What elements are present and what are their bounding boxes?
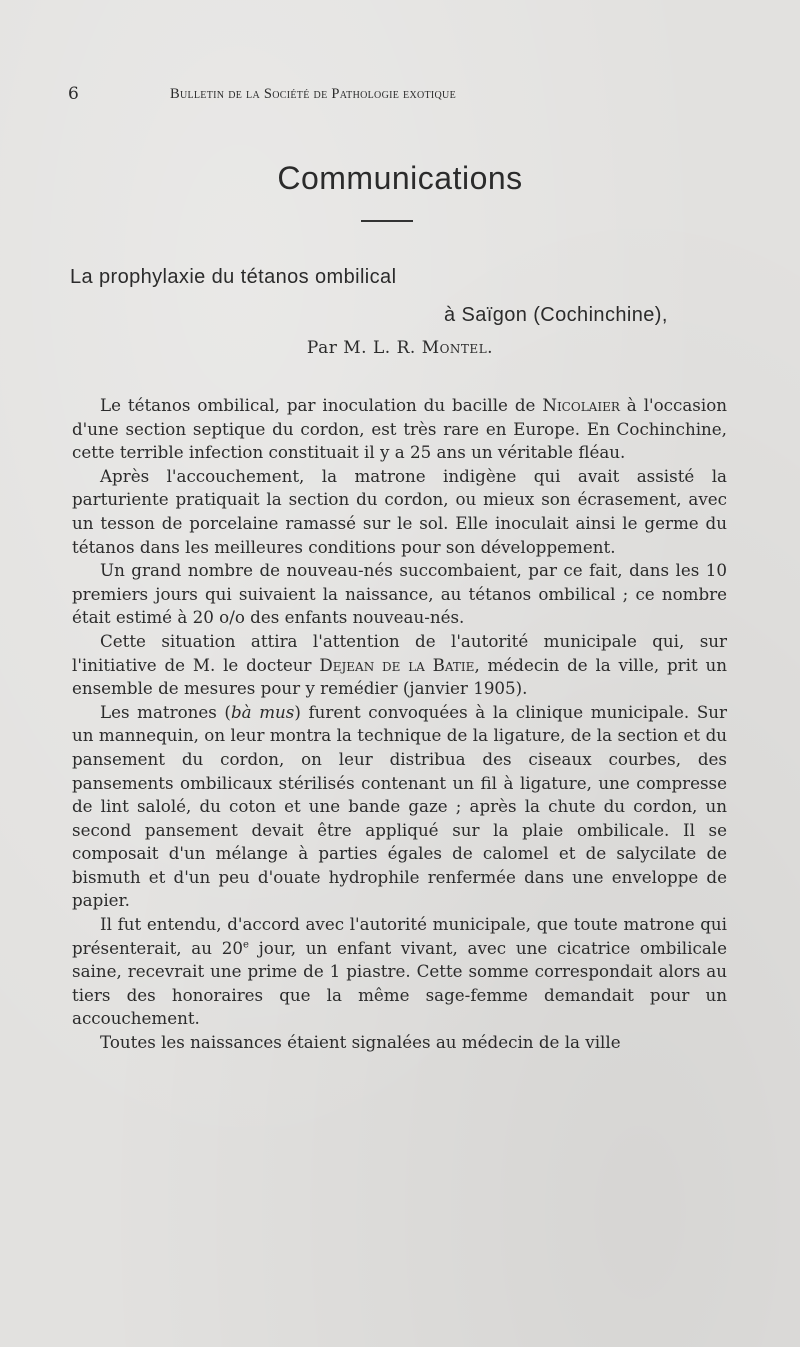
paragraph-6-text-a: Il fut entendu, d'accord avec l'autorité municipale, que toute matrone qui présenterait, au 20 — [72, 914, 727, 958]
byline-author: Montel. — [421, 338, 494, 358]
article-title-line-2: à Saïgon (Cochinchine), — [444, 304, 668, 326]
byline — [0, 338, 800, 358]
paragraph-5 — [72, 701, 727, 913]
paragraph-2: Après l'accouchement, la matrone indigène qui avait assisté la parturiente pratiquait la section du cordon, ou mieux son écrasement, avec un tesson de porcelaine ramassé sur le sol. Elle inoculait ainsi le germe du tétanos dans les meilleures conditions pour son développement. — [72, 465, 727, 557]
paragraph-1-text-a: Le tétanos ombilical, par inoculation du bacille de — [100, 395, 543, 415]
author-name-dejean: Dejean de la Batie — [319, 654, 475, 675]
paragraph-4-text-a: Cette situation attira l'attention de l'autorité municipale qui, sur l'initiative de M. le docteur — [72, 630, 727, 675]
ordinal-superscript: e — [242, 939, 249, 951]
byline-prefix: Par M. L. R. — [306, 338, 422, 358]
paragraph-6-text-c: jour, un enfant vivant, avec une cicatrice ombilicale saine, recevrait une prime de 1 piastre. Cette somme correspondait alors au tiers des honoraires que la même sage-femme demandait pour un accouchement. — [72, 937, 727, 1029]
paragraph-5-text-a: Les matrones ( — [100, 701, 231, 722]
running-header — [0, 84, 800, 108]
paragraph-1-text-c: à l'occasion d'une section septique du cordon, est très rare en Europe. En Cochinchine, cette terrible infection constituait il y a 25 ans un véritable fléau. — [72, 395, 727, 463]
paragraph-5-text-c: ) furent convoquées à la clinique municipale. Sur un mannequin, on leur montra la technique de la ligature, de la section et du pansement du cordon, on leur distribua des ciseaux courbes, des pansements ombilicaux stérilisés contenant un fil à ligature, une compresse de lint salolé, du coton et une bande gaze ; après la chute du cordon, un second pansement devait être appliqué sur la plaie ombilicale. Il se composait d'un mélange à parties égales de calomel et de salycilate de bismuth et d'un peu d'ouate hydrophile renfermée dans une enveloppe de papier. — [72, 701, 727, 911]
article-body — [72, 394, 727, 1055]
paragraph-6 — [72, 913, 727, 1031]
paragraph-4-text-c: , médecin de la ville, prit un ensemble de mesures pour y remédier (janvier 1905). — [72, 654, 727, 699]
paragraph-1 — [72, 394, 727, 465]
title-divider — [361, 220, 413, 222]
italic-term: bà mus — [230, 701, 295, 722]
article-title-line-1: La prophylaxie du tétanos ombilical — [70, 266, 397, 288]
running-title: Bulletin de la Société de Pathologie exotique — [170, 86, 456, 102]
paragraph-4 — [72, 630, 727, 701]
author-name-nicolaier: Nicolaier — [542, 395, 620, 415]
section-title: Communications — [277, 160, 523, 196]
paragraph-7: Toutes les naissances étaient signalées au médecin de la ville — [100, 1032, 621, 1053]
paragraph-3: Un grand nombre de nouveau-nés succombaient, par ce fait, dans les 10 premiers jours qui suivaient la naissance, au tétanos ombilical ; ce nombre était estimé à 20 o/o des enfants nouveau-nés. — [72, 560, 727, 628]
page-number: 6 — [68, 84, 79, 104]
